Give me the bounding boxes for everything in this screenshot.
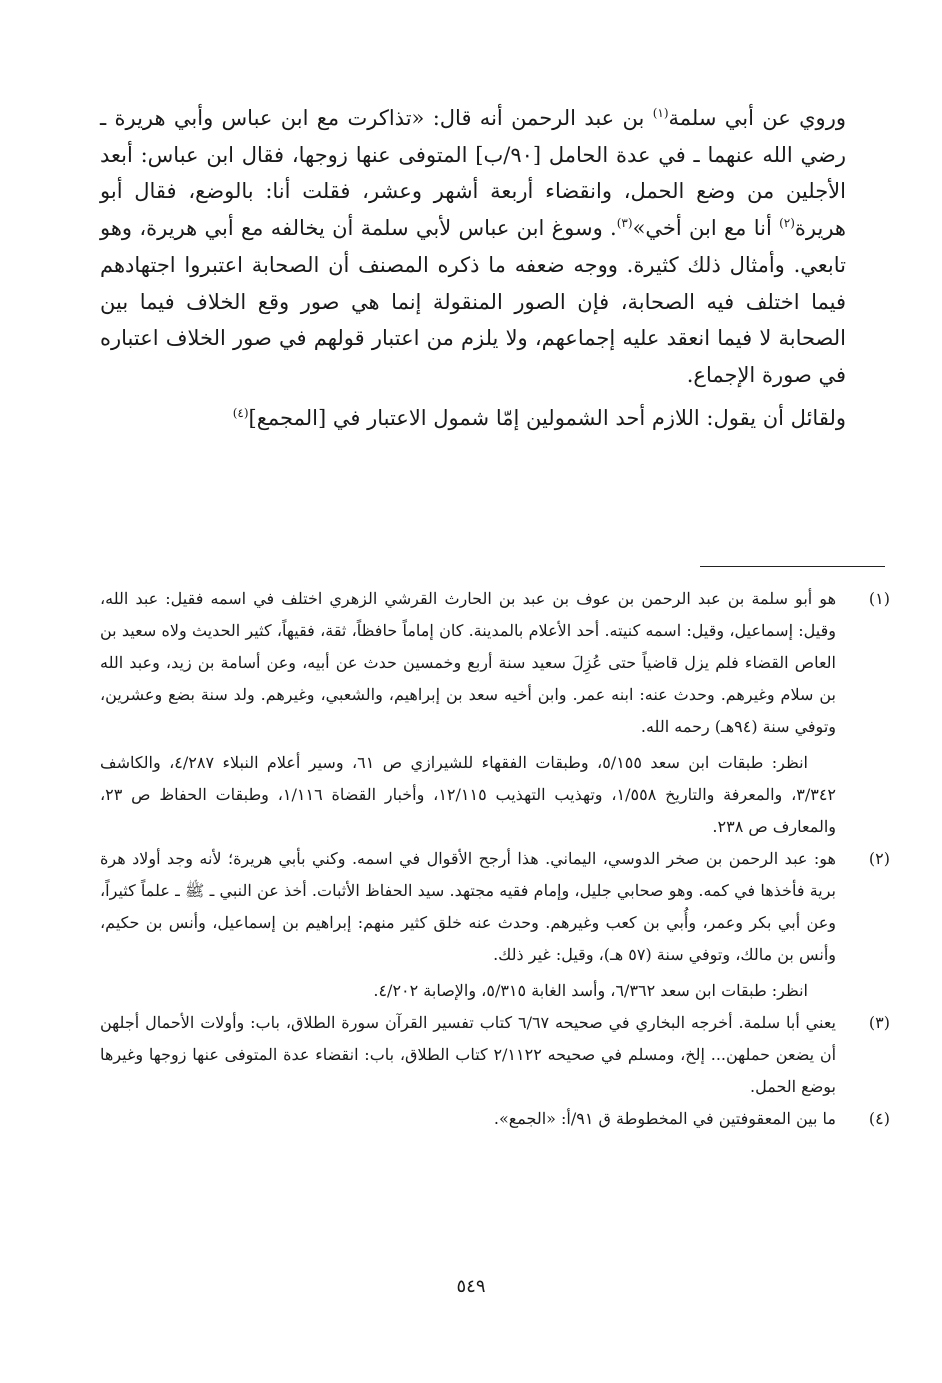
footnote-2 (100, 843, 890, 1007)
footnote-references: انظر: طبقات ابن سعد ٦/٣٦٢، وأسد الغابة ٥/٣١٥، والإصابة ٤/٢٠٢. (373, 981, 808, 1000)
paragraph-2 (100, 400, 846, 437)
footnote-references: انظر: طبقات ابن سعد ٥/١٥٥، وطبقات الفقهاء للشيرازي ص ٦١، وسير أعلام النبلاء ٤/٢٨٧، والكاشف ٣/٣٤٢، والمعرفة والتاريخ ١/٥٥٨، وتهذيب التهذيب ١٢/١١٥، وأخبار القضاة ١/١١٦، وطبقات الحفاظ ص ٢٣، والمعارف ص ٢٣٨. (100, 753, 836, 836)
footnote-text: هو: عبد الرحمن بن صخر الدوسي، اليماني. هذا أرجح الأقوال في اسمه. وكني بأبي هريرة؛ لأنه وجد أولاد هرة برية فأخذها في كمه. وهو صحابي جليل، وإمام فقيه مجتهد. سيد الحفاظ الأثبات. أخذ عن النبي ـ ﷺ ـ علماً كثيراً، وعن أبي بكر وعمر، وأُبي بن كعب وغيرهم. وحدث عنه خلق كثير منهم: إبراهيم بن إسماعيل، وأنس بن حكيم، وأنس بن مالك، وتوفي سنة (٥٧ هـ)، وقيل: غير ذلك. (100, 849, 837, 964)
paragraph-1 (100, 100, 846, 394)
footnote-body (100, 1103, 836, 1135)
footnote-text: يعني أبا سلمة. أخرجه البخاري في صحيحه ٦/٦٧ كتاب تفسير القرآن سورة الطلاق، باب: وأولات الأحمال أجلهن أن يضعن حملهن... إلخ، ومسلم في صحيحه ٢/١١٢٢ كتاب الطلاق، باب: انقضاء عدة المتوفى عنها زوجها وغيرها بوضع الحمل. (100, 1013, 837, 1096)
main-text (100, 100, 846, 436)
footnote-4 (100, 1103, 890, 1135)
footnote-number: (١) (868, 589, 890, 608)
footnote-3 (100, 1007, 890, 1103)
footnote-ref-4: (٤) (232, 405, 249, 420)
footnote-body (100, 583, 836, 843)
footnote-text: ما بين المعقوفتين في المخطوطة ق ٩١/أ: «الجمع». (493, 1109, 836, 1128)
footnote-number: (٣) (868, 1013, 890, 1032)
footnotes (100, 583, 890, 1135)
footnote-body (100, 843, 836, 1007)
footnote-text: هو أبو سلمة بن عبد الرحمن بن عوف بن عبد بن الحارث القرشي الزهري اختلف في اسمه فقيل: عبد الله، وقيل: إسماعيل، وقيل: اسمه كنيته. أحد الأعلام بالمدينة. كان إماماً حافظاً، ثقة، فقيهاً، كثير الحديث ولاه سعيد بن العاص القضاء فلم يزل قاضياً حتى عُزِلَ سعيد سنة أربع وخمسين حدث عن أبيه، وعن أسامة بن زيد، وعبد الله بن سلام وغيرهم. وحدث عنه: ابنه عمر. وابن أخيه سعد بن إبراهيم، والشعبي، وغيرهم. ولد سنة بضع وعشرين، وتوفي سنة (٩٤هـ) رحمه الله. (100, 589, 837, 736)
footnote-number: (٢) (868, 849, 890, 868)
page-number: ٥٤٩ (456, 1276, 486, 1297)
paragraph-1-a: بن عبد الرحمن أنه قال: «تذاكرت مع ابن عباس وأبي هريرة ـ رضي الله عنهما ـ في عدة الحامل [٩٠/ب] المتوفى عنها زوجها، فقال ابن عباس: أبعد الأجلين من وضع الحمل، وانقضاء أربعة أشهر وعشر، فقلت أنا: بالوضع، فقال أبو هريرة (100, 106, 847, 241)
paragraph-1-start: وروي عن أبي سلمة (668, 106, 846, 130)
paragraph-1-c: . وسوغ ابن عباس لأبي سلمة أن يخالفه مع أبي هريرة، وهو تابعي. وأمثال ذلك كثيرة. ووجه ضعفه ما ذكره المصنف أن الصحابة اعتبروا اجتهادهم فيما اختلف فيه الصحابة، فإن الصور المنقولة إنما هي صور وقع الخلاف فيما بين الصحابة لا فيما انعقد عليه إجماعهم، ولا يلزم من اعتبار قولهم في صور الخلاف اعتباره في صورة الإجماع. (100, 216, 846, 387)
footnote-number: (٤) (868, 1109, 890, 1128)
footnote-ref-2: (٢) (779, 216, 795, 231)
footnote-separator (700, 566, 885, 567)
footnote-body (100, 1007, 836, 1103)
footnote-1 (100, 583, 890, 843)
footnote-ref-3: (٣) (616, 216, 633, 231)
paragraph-2-text: ولقائل أن يقول: اللازم أحد الشمولين إمّا شمول الاعتبار في [المجمع] (248, 405, 846, 430)
footnote-ref-1: (١) (652, 106, 669, 120)
paragraph-1-b: أنا مع ابن أخي» (632, 216, 780, 241)
